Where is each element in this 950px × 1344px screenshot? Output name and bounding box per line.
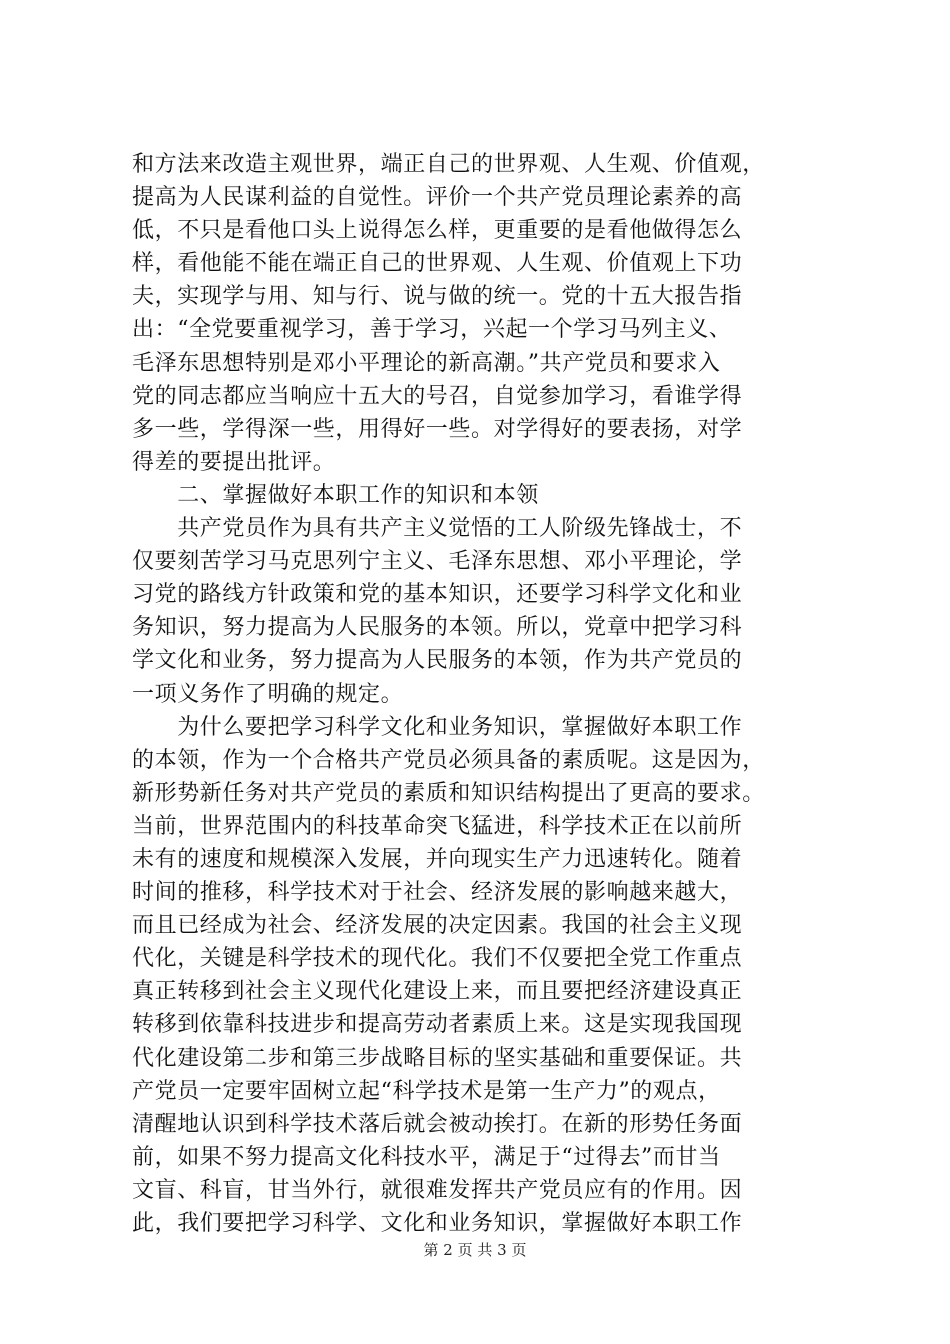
body-text — [132, 148, 832, 1240]
text-line: 仅要刻苦学习马克思列宁主义、毛泽东思想、邓小平理论，学 — [132, 549, 743, 575]
text-line: 而且已经成为社会、经济发展的决定因素。我国的社会主义现 — [132, 913, 743, 939]
text-line: 的本领，作为一个合格共产党员必须具备的素质呢。这是因为， — [132, 747, 765, 773]
page-footer — [0, 1240, 950, 1260]
text-line: 未有的速度和规模深入发展，并向现实生产力迅速转化。随着 — [132, 846, 743, 872]
text-line: 得差的要提出批评。 — [132, 449, 336, 475]
text-line: 新形势新任务对共产党员的素质和知识结构提出了更高的要求。 — [132, 780, 765, 806]
text-line: 习党的路线方针政策和党的基本知识，还要学习科学文化和业 — [132, 582, 743, 608]
page-number: 第 2 页 共 3 页 — [423, 1241, 527, 1259]
text-line: 多一些，学得深一些，用得好一些。对学得好的要表扬，对学 — [132, 416, 743, 442]
text-line: 提高为人民谋利益的自觉性。评价一个共产党员理论素养的高 — [132, 185, 743, 211]
text-line: 产党员一定要牢固树立起“科学技术是第一生产力”的观点， — [132, 1078, 721, 1104]
text-line: 样，看他能不能在端正自己的世界观、人生观、价值观上下功 — [132, 251, 743, 277]
text-line: 文盲、科盲，甘当外行，就很难发挥共产党员应有的作用。因 — [132, 1177, 743, 1203]
text-line: 毛泽东思想特别是邓小平理论的新高潮。”共产党员和要求入 — [132, 350, 721, 376]
text-line: 夫，实现学与用、知与行、说与做的统一。党的十五大报告指 — [132, 284, 743, 310]
section-heading: 二、掌握做好本职工作的知识和本领 — [132, 482, 539, 508]
text-line: 务知识，努力提高为人民服务的本领。所以，党章中把学习科 — [132, 615, 743, 641]
text-line: 转移到依靠科技进步和提高劳动者素质上来。这是实现我国现 — [132, 1012, 743, 1038]
text-line: 代化，关键是科学技术的现代化。我们不仅要把全党工作重点 — [132, 946, 743, 972]
text-line: 共产党员作为具有共产主义觉悟的工人阶级先锋战士，不 — [132, 516, 743, 542]
text-line: 清醒地认识到科学技术落后就会被动挨打。在新的形势任务面 — [132, 1111, 743, 1137]
text-line: 此，我们要把学习科学、文化和业务知识，掌握做好本职工作 — [132, 1211, 743, 1236]
text-line: 一项义务作了明确的规定。 — [132, 681, 404, 707]
text-line: 低，不只是看他口头上说得怎么样，更重要的是看他做得怎么 — [132, 218, 743, 244]
text-line: 当前，世界范围内的科技革命突飞猛进，科学技术正在以前所 — [132, 813, 743, 839]
text-line: 时间的推移，科学技术对于社会、经济发展的影响越来越大， — [132, 880, 743, 906]
text-line: 为什么要把学习科学文化和业务知识，掌握做好本职工作 — [132, 714, 743, 740]
text-line: 真正转移到社会主义现代化建设上来，而且要把经济建设真正 — [132, 979, 743, 1005]
text-line: 学文化和业务，努力提高为人民服务的本领，作为共产党员的 — [132, 648, 743, 674]
text-line: 出：“全党要重视学习，善于学习，兴起一个学习马列主义、 — [132, 317, 732, 343]
text-line: 党的同志都应当响应十五大的号召，自觉参加学习，看谁学得 — [132, 383, 743, 409]
text-line: 代化建设第二步和第三步战略目标的坚实基础和重要保证。共 — [132, 1045, 743, 1071]
text-line: 前，如果不努力提高文化科技水平，满足于“过得去”而甘当 — [132, 1144, 721, 1170]
text-line: 和方法来改造主观世界，端正自己的世界观、人生观、价值观， — [132, 152, 765, 177]
